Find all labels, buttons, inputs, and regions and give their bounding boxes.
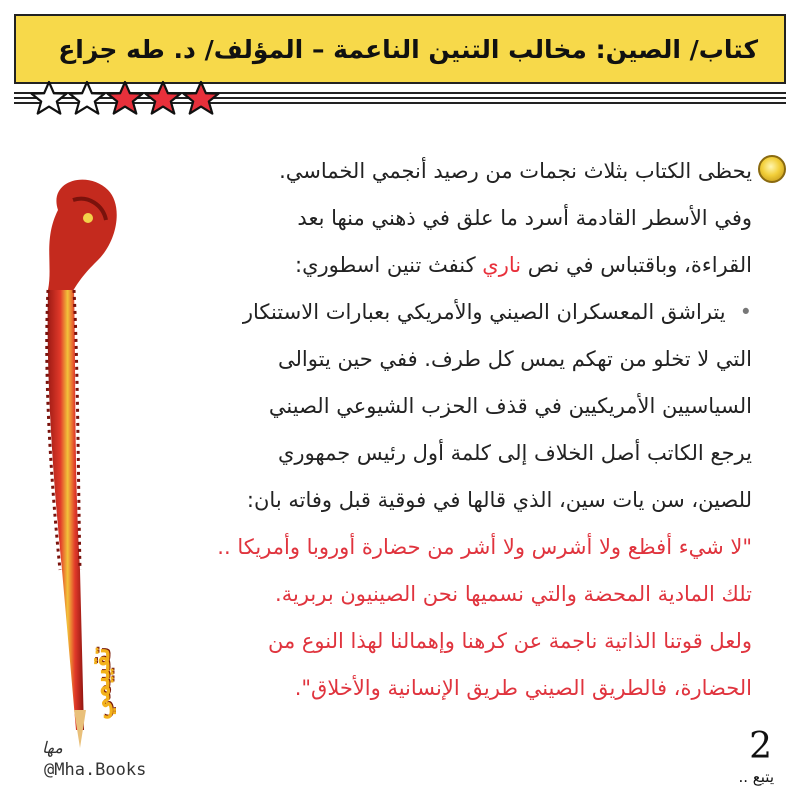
bullet-dot: • (739, 300, 752, 324)
bullet-line: للصين، سن يات سين، الذي قالها في فوقية قبل وفاته بان: (246, 488, 752, 512)
book-title: كتاب/ الصين: مخالب التنين الناعمة – المؤلف/ د. طه جزاع (58, 34, 758, 64)
page-number: 2 (749, 726, 772, 767)
author-handle: @Mha.Books (44, 760, 147, 780)
quote-line: الحضارة، فالطريق الصيني طريق الإنسانية والأخلاق". (294, 676, 752, 700)
review-body (112, 148, 752, 712)
para-quote-intro: القراءة، وباقتباس في نص ناري كنفث تنين اسطوري: (295, 253, 752, 277)
author-signature: مها (42, 738, 63, 757)
bullet-line: •يتراشق المعسكران الصيني والأمريكي بعبارات الاستنكار (242, 300, 752, 324)
para-intro: وفي الأسطر القادمة أسرد ما علق في ذهني منها بعد (297, 206, 752, 230)
star-rating (30, 80, 220, 118)
star-filled-icon (106, 80, 144, 118)
continued-label: يتبع .. (738, 768, 774, 786)
star-empty-icon (68, 80, 106, 118)
quote-line: تلك المادية المحضة والتي نسميها نحن الصينيون بربرية. (275, 582, 752, 606)
para-rating: يحظى الكتاب بثلاث نجمات من رصيد أنجمي الخماسي. (279, 159, 752, 183)
star-empty-icon (30, 80, 68, 118)
bullet-line: التي لا تخلو من تهكم يمس كل طرف. ففي حين يتوالى (278, 347, 752, 371)
bullet-line: يرجع الكاتب أصل الخلاف إلى كلمة أول رئيس جمهوري (278, 441, 752, 465)
quote-line: "لا شيء أفظع ولا أشرس ولا أشر من حضارة أوروبا وأمريكا .. (217, 535, 752, 559)
title-banner (14, 14, 786, 84)
highlight-word: ناري (482, 253, 522, 277)
bullet-line: السياسيين الأمريكيين في قذف الحزب الشيوعي الصيني (268, 394, 752, 418)
star-filled-icon (182, 80, 220, 118)
star-filled-icon (144, 80, 182, 118)
bullet-ball-icon (758, 155, 786, 183)
quote-line: ولعل قوتنا الذاتية ناجمة عن كرهنا وإهمالنا لهذا النوع من (267, 629, 752, 653)
rating-label: تقييمي (86, 647, 116, 720)
